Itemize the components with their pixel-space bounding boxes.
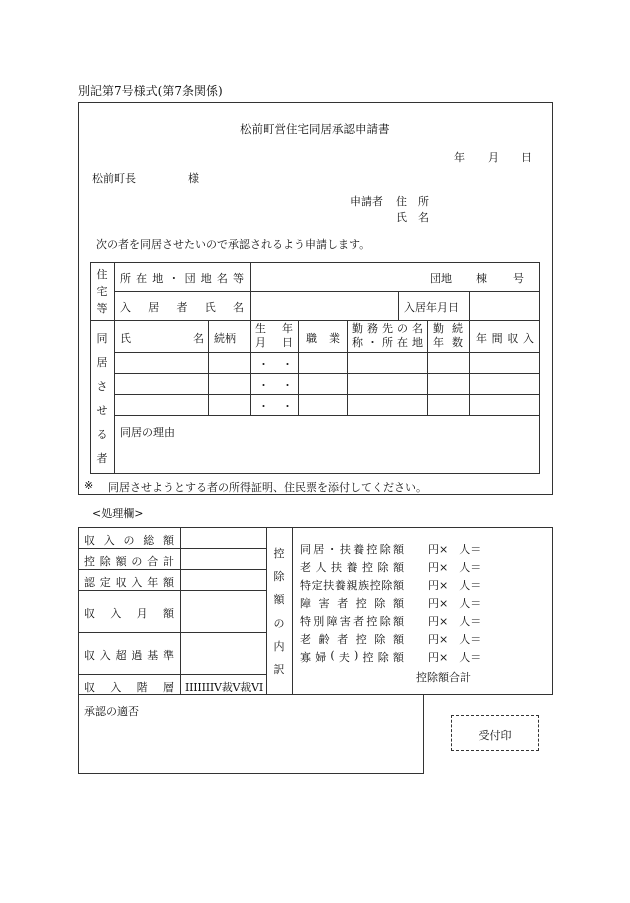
birthdate-separator: ・ — [282, 379, 293, 392]
cohabitation-table — [90, 262, 540, 474]
deduction-breakdown-char: 訳 — [273, 662, 285, 676]
danchi-label: 団地 — [430, 272, 452, 285]
table-divider — [398, 291, 399, 320]
addressee-honorific: 様 — [188, 172, 199, 185]
col-header-workplace-line1: 勤 務 先 の 名 — [352, 322, 423, 335]
certified-income-label: 認 定 収 入 年 額 — [84, 576, 174, 589]
table-divider — [250, 320, 251, 415]
income-tier-value: IIIIIIIV裁V裁VI — [185, 681, 263, 694]
table-divider — [298, 320, 299, 415]
deduction-item-unit: 円× 人＝ — [428, 561, 482, 574]
col-header-birthdate-line2: 月 日 — [255, 336, 293, 349]
table-divider — [347, 320, 348, 415]
col-header-workplace-line2: 称 ・ 所 在 地 — [352, 336, 423, 349]
deduction-breakdown-char: 控 — [273, 547, 285, 560]
applicant-label: 申請者 — [350, 195, 383, 208]
table-divider — [114, 394, 540, 395]
deduction-breakdown-char: 内 — [273, 639, 285, 653]
table-divider — [208, 320, 209, 415]
applicant-name-label: 氏 名 — [396, 211, 429, 224]
resident-name-label: 入 居 者 氏 名 — [120, 301, 244, 314]
table-divider — [78, 590, 266, 591]
deduction-item-label: 特 定 扶 養 親 族 控 除 額 — [300, 579, 404, 592]
date-year-label: 年 — [454, 151, 465, 164]
deduction-item-label: 寡 婦 ( 夫 ) 控 除 額 — [300, 649, 404, 664]
cohabitant-section-char: せ — [96, 404, 108, 417]
cohabitant-section-char: 者 — [96, 452, 108, 465]
housing-section-label — [90, 266, 114, 316]
processing-section-label: <処理欄> — [92, 507, 144, 520]
deduction-breakdown-char: 除 — [273, 570, 285, 584]
col-header-occupation: 職 業 — [306, 332, 340, 345]
col-header-years-line1: 勤 続 — [433, 322, 463, 335]
deduction-breakdown-label — [266, 545, 292, 677]
cohabitant-section-label — [90, 330, 114, 466]
income-tier-label: 収 入 階 層 — [84, 681, 174, 694]
table-divider — [180, 527, 181, 695]
table-divider — [469, 291, 470, 320]
deduction-item-unit: 円× 人＝ — [428, 651, 482, 664]
request-text: 次の者を同居させたいので承認されるよう申請します。 — [96, 238, 371, 251]
cohabitant-section-char: 居 — [96, 356, 108, 369]
deduction-item-unit: 円× 人＝ — [428, 579, 482, 592]
location-label: 所 在 地 ・ 団 地 名 等 — [120, 272, 244, 285]
table-divider — [114, 352, 540, 353]
deduction-item-unit: 円× 人＝ — [428, 615, 482, 628]
applicant-address-label: 住 所 — [396, 195, 429, 208]
housing-section-char: 等 — [96, 302, 108, 315]
table-divider — [114, 262, 115, 474]
deduction-item-unit: 円× 人＝ — [428, 543, 482, 556]
col-header-workplace — [352, 323, 423, 349]
col-header-years-line2: 年 数 — [433, 336, 463, 349]
deduction-breakdown-char: 額 — [273, 593, 285, 607]
cohabitant-section-char: る — [96, 428, 108, 441]
deduction-breakdown-char: の — [273, 616, 285, 630]
note-mark: ※ — [84, 479, 94, 492]
deduction-total-label: 控除額合計 — [416, 671, 471, 684]
housing-section-char: 住 — [96, 268, 108, 281]
addressee-name: 松前町長 — [92, 172, 136, 185]
table-divider — [78, 632, 266, 633]
table-divider — [292, 527, 293, 695]
move-in-date-label: 入居年月日 — [404, 301, 459, 314]
table-divider — [114, 415, 540, 416]
table-divider — [469, 320, 470, 415]
table-divider — [90, 320, 540, 321]
total-deduction-label: 控 除 額 の 合 計 — [84, 555, 174, 568]
deduction-item-unit: 円× 人＝ — [428, 597, 482, 610]
table-divider — [427, 320, 428, 415]
cohabitant-section-char: さ — [96, 380, 108, 393]
deduction-item-label: 特 別 障 害 者 控 除 額 — [300, 615, 404, 628]
table-divider — [78, 548, 266, 549]
col-header-years — [433, 323, 463, 349]
excess-standard-label: 収 入 超 過 基 準 — [84, 649, 174, 662]
deduction-item-unit: 円× 人＝ — [428, 633, 482, 646]
deduction-item-label: 老 齢 者 控 除 額 — [300, 633, 404, 646]
date-month-label: 月 — [488, 151, 499, 164]
table-divider — [114, 291, 540, 292]
deduction-item-label: 老 人 扶 養 控 除 額 — [300, 561, 404, 574]
birthdate-separator: ・ — [258, 400, 269, 413]
col-header-annual-income: 年 間 収 入 — [476, 332, 534, 345]
table-divider — [114, 373, 540, 374]
col-header-birthdate — [255, 323, 293, 349]
reason-label: 同居の理由 — [120, 426, 175, 439]
unit-number-label: 号 — [513, 272, 524, 285]
deduction-item-label: 同 居 ・ 扶 養 控 除 額 — [300, 543, 404, 556]
col-header-relation: 続柄 — [214, 332, 236, 345]
total-income-label: 収 入 の 総 額 — [84, 534, 174, 547]
col-header-birthdate-line1: 生 年 — [255, 322, 293, 335]
form-number-label: 別記第7号様式(第7条関係) — [78, 84, 223, 98]
col-header-name: 氏 名 — [120, 332, 204, 345]
birthdate-separator: ・ — [258, 358, 269, 371]
table-divider — [78, 674, 266, 675]
receipt-stamp-label: 受付印 — [478, 729, 512, 742]
approval-label: 承認の適否 — [84, 705, 139, 718]
date-day-label: 日 — [521, 151, 532, 164]
table-divider — [78, 569, 266, 570]
attachment-note: 同居させようとする者の所得証明、住民票を添付してください。 — [108, 481, 427, 494]
cohabitant-section-char: 同 — [96, 332, 108, 345]
monthly-income-label: 収 入 月 額 — [84, 607, 174, 620]
building-label: 棟 — [476, 272, 487, 285]
birthdate-separator: ・ — [282, 400, 293, 413]
birthdate-separator: ・ — [282, 358, 293, 371]
birthdate-separator: ・ — [258, 379, 269, 392]
housing-section-char: 宅 — [96, 285, 108, 298]
deduction-item-label: 障 害 者 控 除 額 — [300, 597, 404, 610]
form-title: 松前町営住宅同居承認申請書 — [240, 122, 390, 136]
